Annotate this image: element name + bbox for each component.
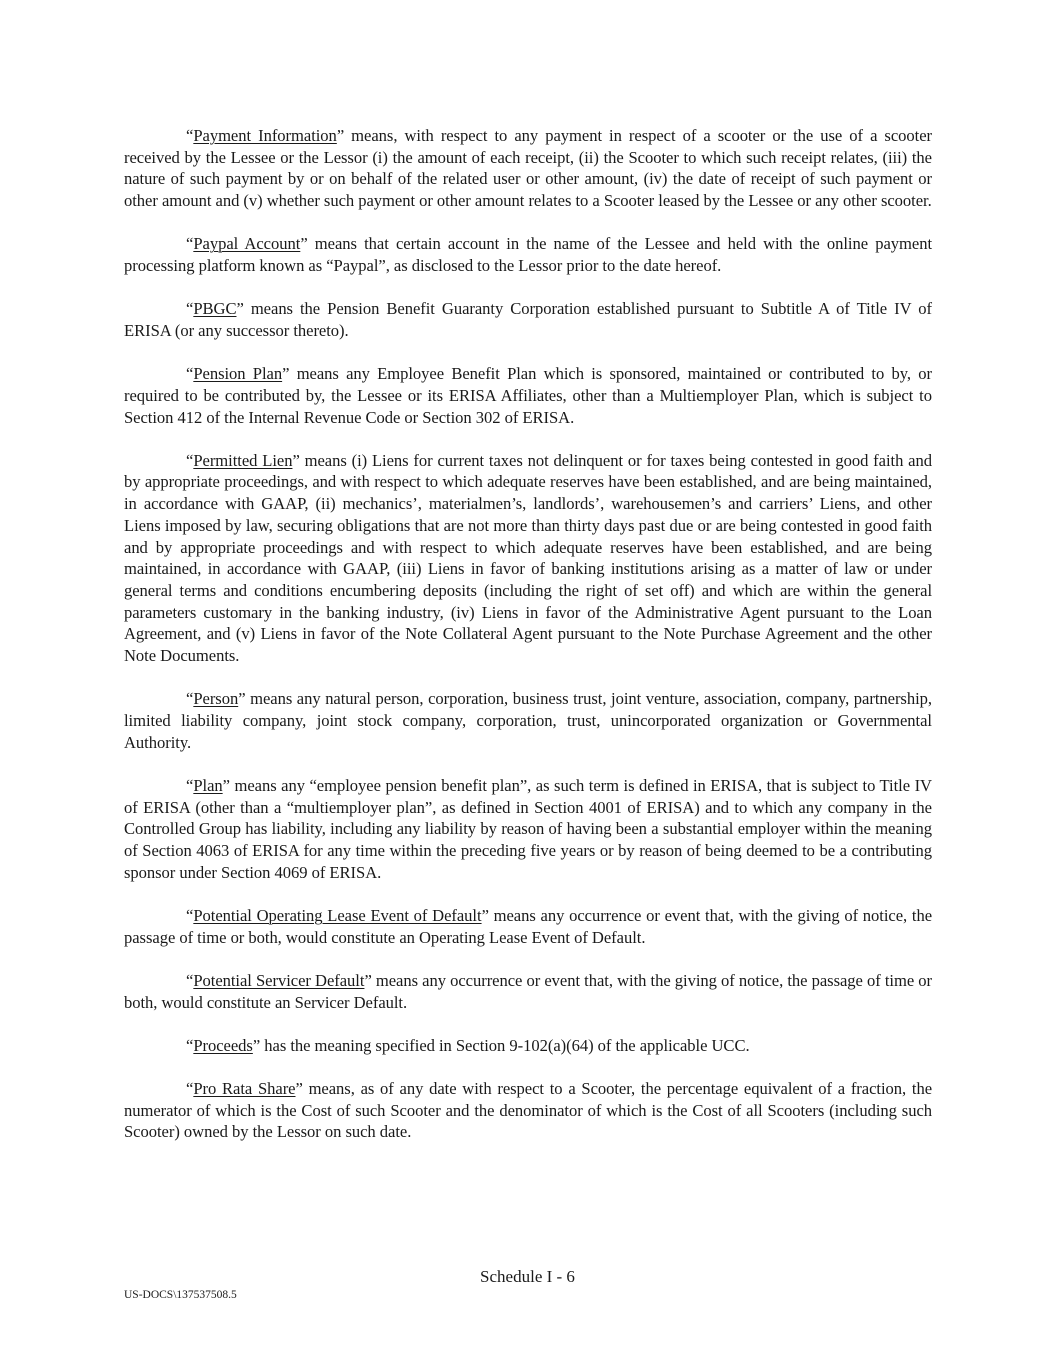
defined-term: Pension Plan bbox=[193, 364, 283, 384]
definition-text: ” means any occurrence or event that, with the giving of notice, the passage of time or both, would constitute an Servicer Default. bbox=[124, 970, 933, 1012]
open-quote: “ bbox=[186, 364, 194, 384]
defined-term: Plan bbox=[193, 775, 223, 795]
definition-text: ” means the Pension Benefit Guaranty Corporation established pursuant to Subtitle A of Title IV of ERISA (or any successor thereto). bbox=[124, 299, 932, 340]
open-quote: “ bbox=[186, 299, 194, 319]
defined-term: Payment Information bbox=[193, 126, 337, 145]
defined-term: Proceeds bbox=[193, 1035, 253, 1055]
defined-term: Pro Rata Share bbox=[193, 1078, 296, 1098]
definition-text: ” means any Employee Benefit Plan which is sponsored, maintained or contributed to by, or required to be contributed by, the Lessee or its ERISA Affiliates, other than a Multiemployer Plan, which is subject to Section 412 of the Internal Revenue Code or Section 302 of ERISA. bbox=[124, 364, 932, 427]
defined-term: Paypal Account bbox=[193, 234, 301, 254]
open-quote: “ bbox=[186, 1035, 194, 1055]
open-quote: “ bbox=[186, 1078, 194, 1098]
page-number-label: Schedule I - 6 bbox=[480, 1267, 575, 1286]
document-id: US-DOCS\137537508.5 bbox=[124, 1289, 237, 1301]
open-quote: “ bbox=[186, 905, 194, 925]
definition-permitted-lien bbox=[124, 450, 932, 667]
open-quote: “ bbox=[186, 775, 194, 795]
open-quote: “ bbox=[186, 234, 194, 254]
definition-plan bbox=[124, 775, 932, 884]
definition-text: ” means any “employee pension benefit plan”, as such term is defined in ERISA, that is subject to Title IV of ERISA (other than a “multiemployer plan”, as defined in Section 4001 of ERISA) and to which any company in the Controlled Group has liability, including any liability by reason of having been a substantial employer within the meaning of Section 4063 of ERISA for any time within the preceding five years or by reason of being deemed to be a contributing sponsor under Section 4069 of ERISA. bbox=[124, 775, 932, 882]
definition-text: ” means any natural person, corporation, business trust, joint venture, association, company, partnership, limited liability company, joint stock company, corporation, trust, unincorporated organization or Governmental Authority. bbox=[124, 689, 932, 752]
open-quote: “ bbox=[186, 450, 194, 470]
open-quote: “ bbox=[186, 689, 194, 709]
definition-text: ” has the meaning specified in Section 9-102(a)(64) of the applicable UCC. bbox=[252, 1035, 750, 1055]
definition-text: ” means, with respect to any payment in respect of a scooter or the use of a scooter received by the Lessee or the Lessor (i) the amount of each receipt, (ii) the Scooter to which such receipt relates, (iii) the nature of such payment by or on behalf of the related user or other amount, (iv) the date of receipt of such payment or other amount and (v) whether such payment or other amount relates to a Scooter leased by the Lessee or any other scooter. bbox=[124, 126, 932, 211]
definition-pension-plan bbox=[124, 363, 932, 428]
definition-text: ” means that certain account in the name of the Lessee and held with the online payment processing platform known as “Paypal”, as disclosed to the Lessor prior to the date hereof. bbox=[124, 234, 932, 276]
definition-paypal-account bbox=[124, 233, 932, 276]
defined-term: Potential Servicer Default bbox=[193, 970, 365, 990]
defined-term: Permitted Lien bbox=[193, 450, 293, 470]
defined-term: Potential Operating Lease Event of Default bbox=[193, 905, 482, 925]
definition-potential-operating-lease-event-of-default bbox=[124, 905, 932, 948]
definition-pbgc bbox=[124, 298, 932, 341]
definition-person bbox=[124, 688, 932, 753]
definition-text: ” means (i) Liens for current taxes not delinquent or for taxes being contested in good faith and by appropriate proceedings, and with respect to which adequate reserves have been established, and are being maintained, in accordance with GAAP, (ii) mechanics’, materialmen’s, landlords’, warehousemen’s and carriers’ Liens, and other Liens imposed by law, securing obligations that are not more than thirty days past due or are being contested in good faith and by appropriate proceedings and with respect to which adequate reserves have been established, and are being maintained, in accordance with GAAP, (iii) Liens in favor of banking institutions arising as a matter of law or under general terms and conditions encumbering deposits (including the right of set off) and which are within the general parameters customary in the banking industry, (iv) Liens in favor of the Administrative Agent pursuant to the Loan Agreement, and (v) Liens in favor of the Note Collateral Agent pursuant to the Note Purchase Agreement and the other Note Documents. bbox=[124, 450, 932, 666]
definition-proceeds bbox=[124, 1035, 932, 1057]
definition-text: ” means, as of any date with respect to a Scooter, the percentage equivalent of a fraction, the numerator of which is the Cost of such Scooter and the denominator of which is the Cost of all Scooters (including such Scooter) owned by the Lessor on such date. bbox=[124, 1078, 933, 1142]
definition-text: ” means any occurrence or event that, with the giving of notice, the passage of time or both, would constitute an Operating Lease Event of Default. bbox=[124, 905, 933, 947]
open-quote: “ bbox=[186, 970, 194, 990]
defined-term: Person bbox=[193, 689, 239, 709]
definition-pro-rata-share bbox=[124, 1078, 932, 1143]
open-quote: “ bbox=[186, 126, 194, 145]
definition-potential-servicer-default bbox=[124, 970, 932, 1013]
definition-payment-information bbox=[124, 125, 932, 212]
defined-term: PBGC bbox=[193, 299, 237, 319]
document-body bbox=[124, 125, 932, 1165]
